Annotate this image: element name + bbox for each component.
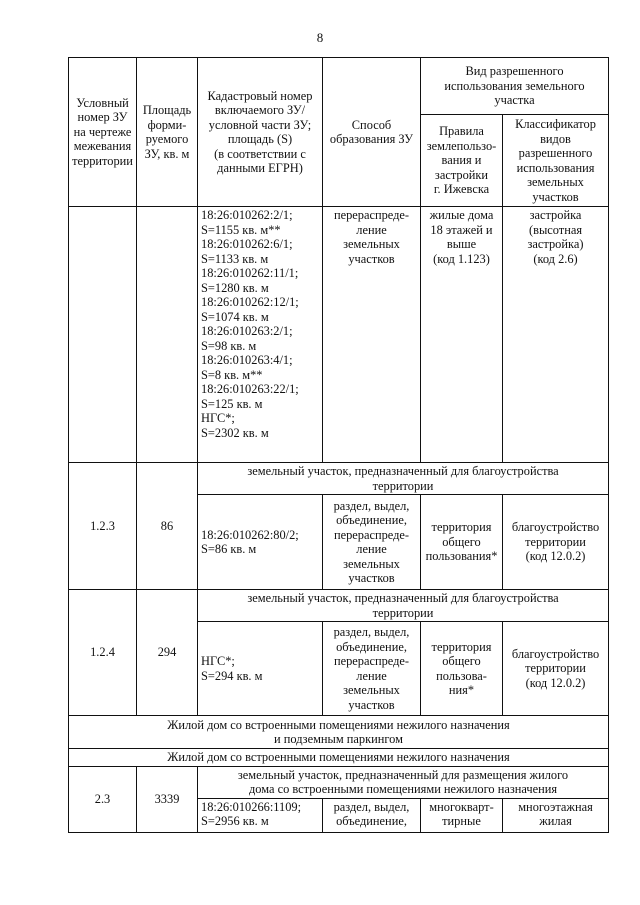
use-classifier-value: благоустройство территории (код 12.0.2) [503,622,609,716]
plot-area: 294 [137,590,198,716]
plot-number: 1.2.4 [69,590,137,716]
cadastral-list: 18:26:010262:80/2; S=86 кв. м [198,495,323,590]
header-zoning-rules: Правила землепользо- вания и застройки г. Ижевска [421,115,503,207]
cadastral-list: 18:26:010262:2/1; S=1155 кв. м** 18:26:010262:6/1; S=1133 кв. м 18:26:010262:11/1; S=1280 кв. м 18:26:010262:12/1; S=1074 кв. м 18:26:010263:2/1; S=98 кв. м 18:26:010263:4/1; S=8 кв. м** 18:26:010263:22/1; S=125 кв. м НГС*; S=2302 кв. м [198,207,323,463]
use-classifier-value: многоэтажная жилая [503,798,609,832]
formation-method: перераспреде- ление земельных участков [323,207,421,463]
cadastral-list: 18:26:010266:1109; S=2956 кв. м [198,798,323,832]
plot-area: 86 [137,463,198,590]
plot-area: 3339 [137,766,198,832]
zoning-rules-value: территория общего пользова- ния* [421,622,503,716]
formation-method: раздел, выдел, объединение, перераспреде- ление земельных участков [323,495,421,590]
page-number: 8 [316,30,324,45]
header-formation-method: Способ образования ЗУ [323,58,421,207]
zoning-rules-value: многокварт- тирные [421,798,503,832]
cell-empty [69,207,137,463]
cell-empty [137,207,198,463]
plot-number: 2.3 [69,766,137,832]
header-permitted-use: Вид разрешенного использования земельного участка [421,58,609,115]
zoning-rules-value: территория общего пользования* [421,495,503,590]
formation-method: раздел, выдел, объединение, [323,798,421,832]
header-plot-number: Условный номер ЗУ на чертеже межевания территории [69,58,137,207]
cadastral-list: НГС*; S=294 кв. м [198,622,323,716]
plot-purpose: земельный участок, предназначенный для благоустройства территории [198,590,609,622]
header-cadastral-number: Кадастровый номер включаемого ЗУ/ условной части ЗУ; площадь (S) (в соответствии с данными ЕГРН) [198,58,323,207]
section-heading: Жилой дом со встроенными помещениями нежилого назначения и подземным паркингом [69,716,609,749]
zoning-rules-value: жилые дома 18 этажей и выше (код 1.123) [421,207,503,463]
plot-number: 1.2.3 [69,463,137,590]
plot-purpose: земельный участок, предназначенный для благоустройства территории [198,463,609,495]
use-classifier-value: благоустройство территории (код 12.0.2) [503,495,609,590]
plot-purpose: земельный участок, предназначенный для размещения жилого дома со встроенными помещениями нежилого назначения [198,766,609,798]
header-area: Площадь форми- руемого ЗУ, кв. м [137,58,198,207]
use-classifier-value: застройка (высотная застройка) (код 2.6) [503,207,609,463]
formation-method: раздел, выдел, объединение, перераспреде- ление земельных участков [323,622,421,716]
land-plots-table [68,57,609,833]
header-use-classifier: Классификатор видов разрешенного использования земельных участков [503,115,609,207]
section-heading: Жилой дом со встроенными помещениями нежилого назначения [69,749,609,767]
